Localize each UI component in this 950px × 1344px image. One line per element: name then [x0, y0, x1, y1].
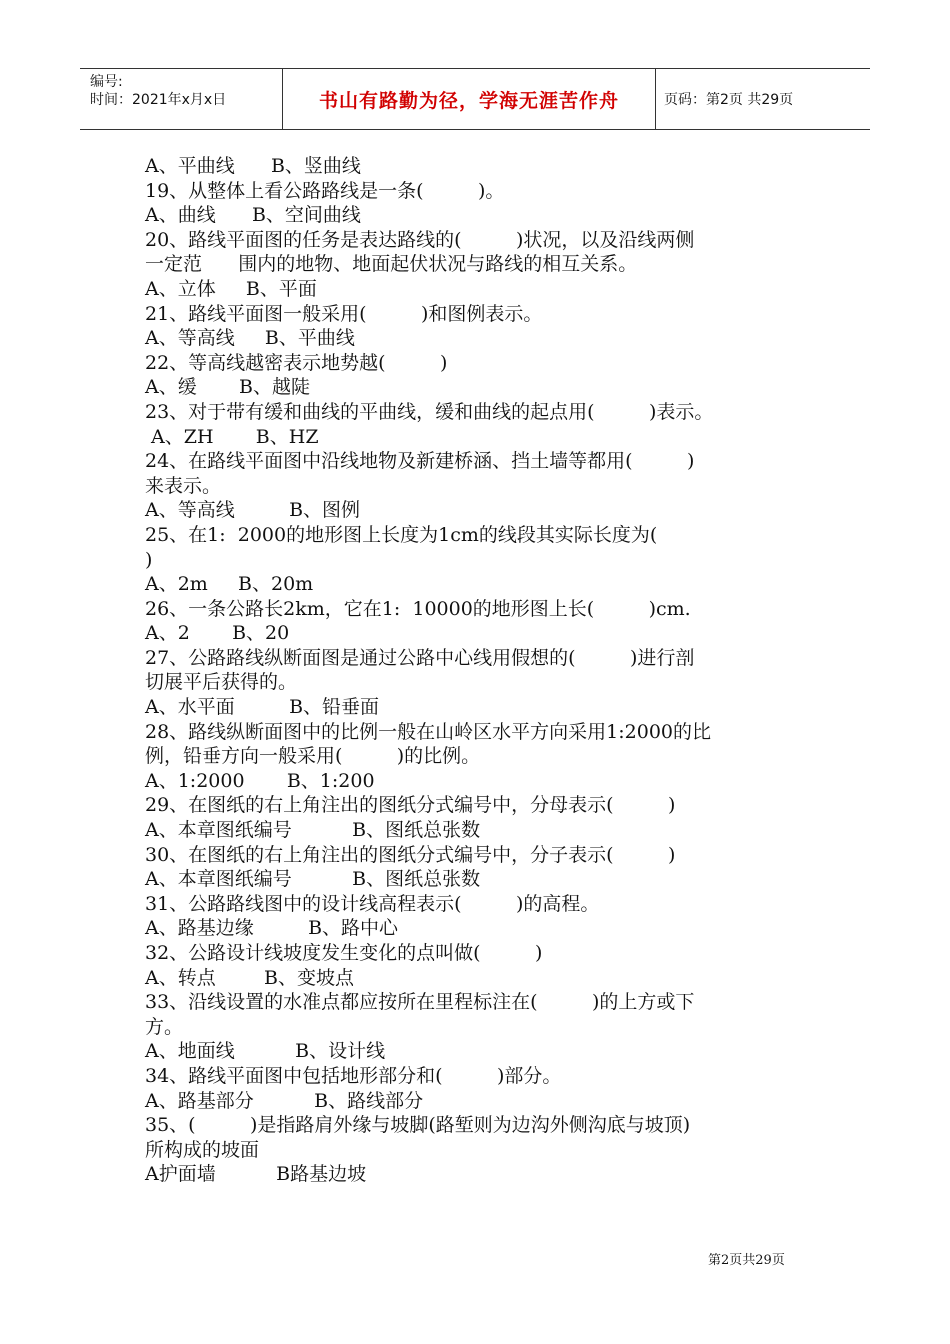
text-line: 例，铅垂方向一般采用( )的比例。	[145, 745, 481, 768]
header-motto-cell	[282, 69, 656, 129]
text-line: 26、一条公路长2km，它在1: 10000的地形图上长( )cm.	[145, 597, 691, 620]
header-page-info: 页码：第2页 共29页	[664, 92, 794, 108]
text-line: )	[145, 548, 153, 571]
text-line: 21、路线平面图一般采用( )和图例表示。	[145, 302, 543, 325]
text-line: 切展平后获得的。	[145, 671, 298, 694]
footer-page-number: 第2页共29页	[708, 1253, 785, 1268]
text-line: A、本章图纸编号 B、图纸总张数	[145, 819, 481, 842]
text-line: 28、路线纵断面图中的比例一般在山岭区水平方向采用1:2000的比	[145, 720, 712, 743]
text-line: A、路基边缘 B、路中心	[145, 917, 399, 940]
text-line: 来表示。	[145, 474, 222, 497]
header-motto: 书山有路勤为径，学海无涯苦作舟	[318, 89, 619, 112]
header-meta	[80, 69, 282, 129]
text-line: A、路基部分 B、路线部分	[145, 1089, 424, 1112]
document-time: 时间：2021年x月x日	[90, 92, 227, 108]
question-list	[145, 154, 825, 1187]
text-line: 29、在图纸的右上角注出的图纸分式编号中，分母表示( )	[145, 794, 676, 817]
text-line: A、本章图纸编号 B、图纸总张数	[145, 868, 481, 891]
text-line: 25、在1: 2000的地形图上长度为1cm的线段其实际长度为(	[145, 523, 658, 546]
text-line: A、水平面 B、铅垂面	[145, 696, 380, 719]
text-line: 35、( )是指路肩外缘与坡脚(路堑则为边沟外侧沟底与坡顶)	[145, 1114, 691, 1137]
text-line: 33、沿线设置的水准点都应按所在里程标注在( )的上方或下	[145, 991, 695, 1014]
text-line: 24、在路线平面图中沿线地物及新建桥涵、挡土墙等都用( )	[145, 450, 695, 473]
page-header	[80, 68, 870, 130]
text-line: A、地面线 B、设计线	[145, 1040, 386, 1063]
text-line: A、2 B、20	[145, 622, 290, 645]
text-line: 30、在图纸的右上角注出的图纸分式编号中，分子表示( )	[145, 843, 676, 866]
text-line: A、2m B、20m	[145, 573, 314, 596]
text-line: A、曲线 B、空间曲线	[145, 204, 361, 227]
text-line: A、1:2000 B、1:200	[145, 769, 375, 792]
text-line: 31、公路路线图中的设计线高程表示( )的高程。	[145, 892, 600, 915]
text-line: 方。	[145, 1015, 184, 1038]
text-line: 23、对于带有缓和曲线的平曲线，缓和曲线的起点用( )表示。	[145, 400, 714, 423]
text-line: 22、等高线越密表示地势越( )	[145, 351, 448, 374]
text-line: 34、路线平面图中包括地形部分和( )部分。	[145, 1064, 562, 1087]
text-line: A、缓 B、越陡	[145, 376, 310, 399]
text-line: 20、路线平面图的任务是表达路线的( )状况，以及沿线两侧	[145, 228, 695, 251]
text-line: 19、从整体上看公路路线是一条( )。	[145, 179, 505, 202]
text-line: A、等高线 B、图例	[145, 499, 361, 522]
text-line: A护面墙 B路基边坡	[145, 1163, 367, 1186]
text-line: A、转点 B、变坡点	[145, 966, 355, 989]
text-line: A、立体 B、平面	[145, 277, 317, 300]
text-line: A、平曲线 B、竖曲线	[145, 155, 361, 177]
text-line: 所构成的坡面	[145, 1138, 260, 1161]
text-line: 27、公路路线纵断面图是通过公路中心线用假想的( )进行剖	[145, 646, 695, 669]
text-line: A、ZH B、HZ	[145, 425, 319, 448]
text-line: 一定范 围内的地物、地面起伏状况与路线的相互关系。	[145, 253, 638, 276]
document-number-label: 编号:	[90, 74, 123, 90]
text-line: 32、公路设计线坡度发生变化的点叫做( )	[145, 942, 543, 964]
text-line: A、等高线 B、平曲线	[145, 327, 355, 350]
